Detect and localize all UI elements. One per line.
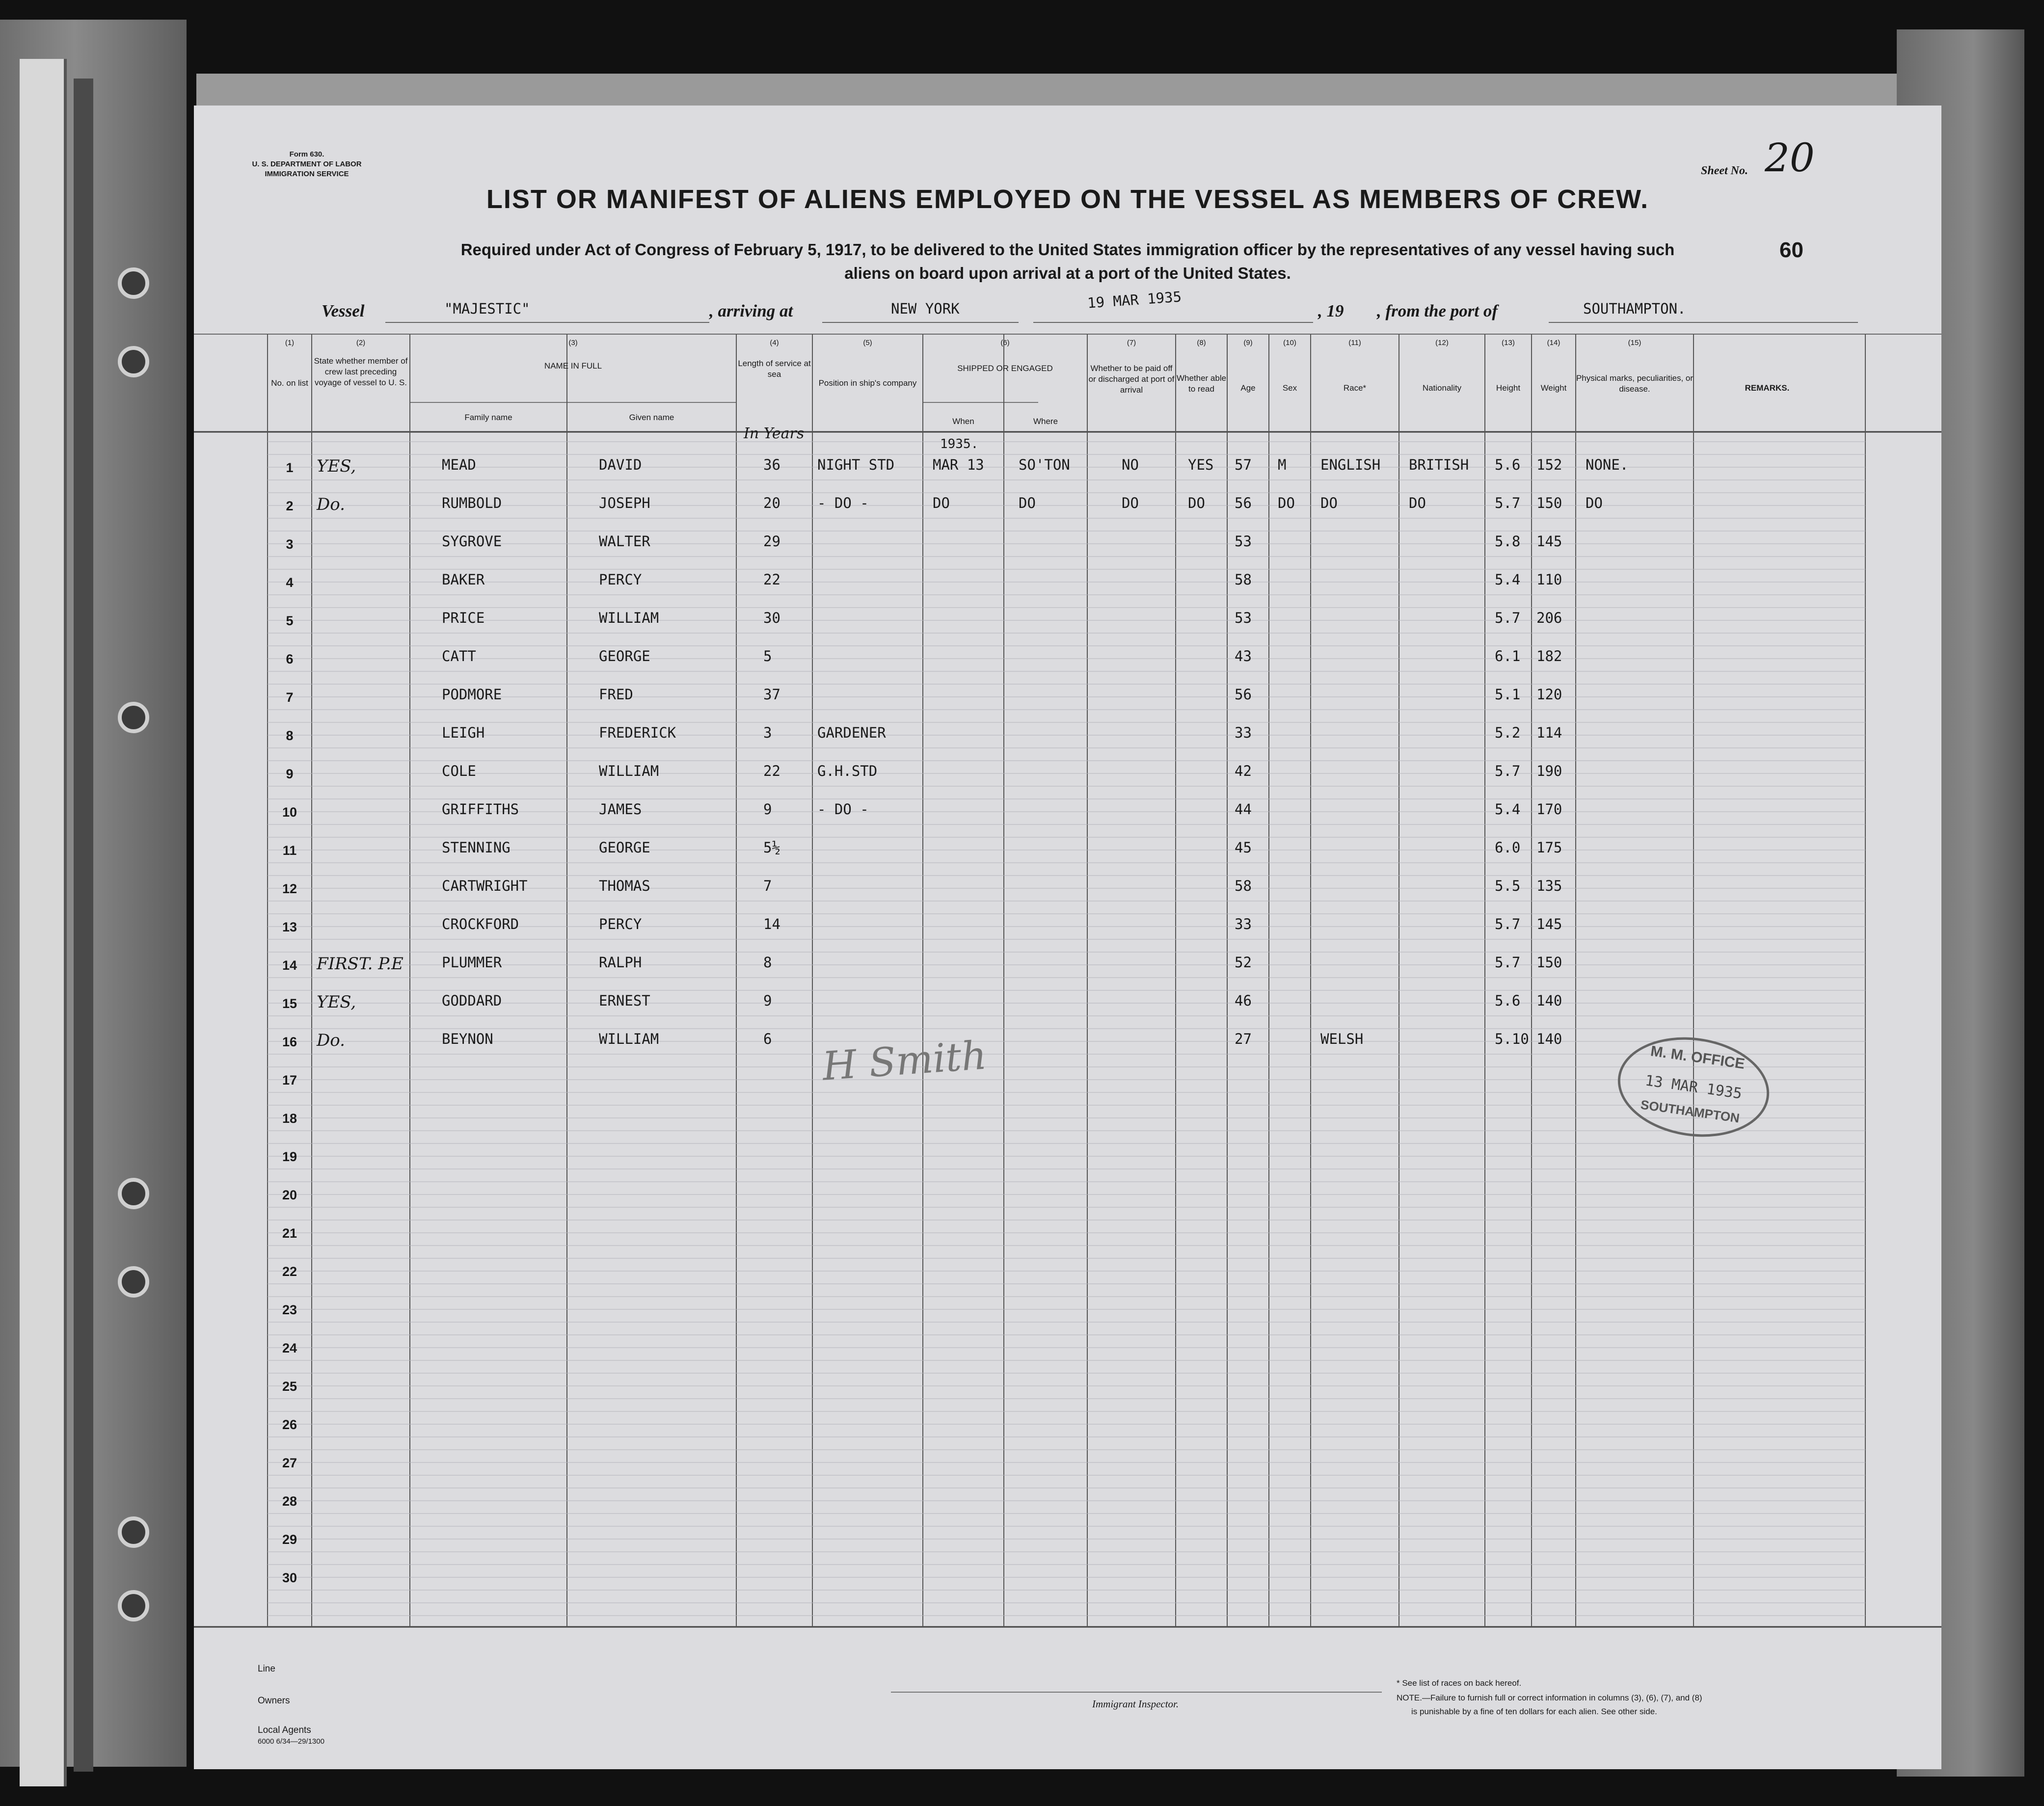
row-number: 29 — [282, 1532, 297, 1547]
given-name-cell: GEORGE — [599, 839, 650, 856]
inspector-rule — [891, 1692, 1382, 1693]
paid-off-cell: DO — [1122, 495, 1139, 511]
position-cell: - DO - — [817, 801, 869, 818]
family-name-cell: PLUMMER — [442, 954, 502, 971]
row-number: 22 — [282, 1264, 297, 1279]
family-name-cell: PRICE — [442, 610, 485, 626]
from-port: SOUTHAMPTON. — [1583, 300, 1686, 317]
position-cell: G.H.STD — [817, 763, 878, 779]
height-cell: 5.5 — [1495, 877, 1521, 894]
col-13-number: (13) — [1502, 339, 1515, 347]
weight-cell: 140 — [1536, 1031, 1562, 1047]
crew-table — [194, 334, 1941, 1659]
height-cell: 5.7 — [1495, 610, 1521, 626]
sex-cell: M — [1278, 456, 1287, 473]
col-7-number: (7) — [1127, 339, 1136, 347]
row-number: 23 — [282, 1302, 297, 1317]
nationality-cell: BRITISH — [1409, 456, 1469, 473]
service-length-cell: 22 — [763, 763, 780, 779]
weight-cell: 206 — [1536, 610, 1562, 626]
service-length-cell: 5 — [763, 648, 772, 664]
weight-cell: 135 — [1536, 877, 1562, 894]
row-number: 7 — [286, 690, 294, 705]
row-number: 20 — [282, 1188, 297, 1202]
footer-local-agents-label: Local Agents — [258, 1725, 311, 1735]
binder-hole-icon — [118, 1266, 149, 1298]
stamp-city: SOUTHAMPTON — [1640, 1097, 1741, 1126]
service-length-cell: 14 — [763, 916, 780, 932]
header-able-to-read: Whether able to read — [1176, 373, 1227, 394]
service-length-cell: 20 — [763, 495, 780, 511]
service-length-cell: 30 — [763, 610, 780, 626]
height-cell: 5.8 — [1495, 533, 1521, 550]
nationality-cell: DO — [1409, 495, 1426, 511]
age-cell: 53 — [1235, 533, 1252, 550]
header-position: Position in ship's company — [818, 378, 917, 388]
binder-spine — [74, 79, 93, 1772]
given-name-cell: RALPH — [599, 954, 642, 971]
sheet-label: Sheet No. — [1701, 164, 1748, 177]
footer-print-code: 6000 6/34—29/1300 — [258, 1737, 324, 1746]
arriving-label: , arriving at — [709, 301, 793, 320]
row-number: 12 — [282, 881, 297, 896]
col-9-number: (9) — [1243, 339, 1253, 347]
given-name-cell: GEORGE — [599, 648, 650, 664]
header-height: Height — [1496, 383, 1521, 393]
height-cell: 5.6 — [1495, 456, 1521, 473]
binder-hole-icon — [118, 346, 149, 377]
given-name-cell: WALTER — [599, 533, 650, 550]
row-number: 27 — [282, 1456, 297, 1470]
height-cell: 5.4 — [1495, 801, 1521, 818]
age-cell: 45 — [1235, 839, 1252, 856]
header-previous-voyage: State whether member of crew last preceding voyage of vessel to U. S. — [314, 356, 408, 387]
row-number: 3 — [286, 537, 294, 552]
page-title: LIST OR MANIFEST OF ALIENS EMPLOYED ON THE VESSEL AS MEMBERS OF CREW. — [486, 185, 1649, 214]
age-cell: 43 — [1235, 648, 1252, 664]
row-number: 17 — [282, 1073, 297, 1088]
given-name-cell: PERCY — [599, 571, 642, 588]
col-11-number: (11) — [1348, 339, 1361, 347]
year-label: , 19 — [1318, 301, 1344, 320]
given-name-cell: WILLIAM — [599, 1031, 659, 1047]
header-weight: Weight — [1540, 383, 1567, 393]
prev-voyage-cell: Do. — [317, 495, 345, 514]
age-cell: 56 — [1235, 495, 1252, 511]
row-number: 14 — [282, 958, 297, 973]
height-cell: 5.7 — [1495, 495, 1521, 511]
age-cell: 42 — [1235, 763, 1252, 779]
header-given-name: Given name — [629, 413, 674, 422]
footer-note-line-2: is punishable by a fine of ten dollars for each alien. See other side. — [1411, 1707, 1657, 1716]
given-name-cell: WILLIAM — [599, 610, 659, 626]
given-name-cell: FRED — [599, 686, 633, 703]
family-name-cell: BAKER — [442, 571, 485, 588]
row-number: 28 — [282, 1494, 297, 1509]
service-length-cell: 3 — [763, 724, 772, 741]
stamp-office: M. M. OFFICE — [1649, 1043, 1746, 1072]
given-name-cell: DAVID — [599, 456, 642, 473]
race-cell: ENGLISH — [1320, 456, 1381, 473]
weight-cell: 145 — [1536, 533, 1562, 550]
date-stamp: 19 MAR 1935 — [1087, 288, 1183, 312]
annotation-in-years: In Years — [744, 425, 805, 442]
given-name-cell: WILLIAM — [599, 763, 659, 779]
service-length-cell: 8 — [763, 954, 772, 971]
row-number: 5 — [286, 613, 294, 628]
age-cell: 33 — [1235, 916, 1252, 932]
vessel-label: Vessel — [322, 301, 365, 320]
header-nationality: Nationality — [1422, 383, 1462, 393]
annotation-year: 1935. — [940, 437, 979, 452]
department-name: U. S. DEPARTMENT OF LABOR — [252, 160, 362, 168]
header-physical-marks: Physical marks, peculiarities, or disease. — [1576, 373, 1694, 394]
family-name-cell: CATT — [442, 648, 476, 664]
footer-line-label: Line — [258, 1664, 275, 1674]
header-family-name: Family name — [464, 413, 512, 422]
service-length-cell: 22 — [763, 571, 780, 588]
weight-cell: 145 — [1536, 916, 1562, 932]
col-2-number: (2) — [356, 339, 366, 347]
height-cell: 5.7 — [1495, 916, 1521, 932]
age-cell: 57 — [1235, 456, 1252, 473]
row-number: 1 — [286, 460, 294, 475]
row-number: 8 — [286, 728, 294, 743]
row-number: 19 — [282, 1149, 297, 1164]
header-service-length: Length of service at sea — [738, 359, 811, 379]
col-8-number: (8) — [1197, 339, 1206, 347]
weight-cell: 140 — [1536, 992, 1562, 1009]
page-number: 60 — [1779, 238, 1803, 262]
binder-hole-icon — [118, 1590, 149, 1621]
prev-voyage-cell: FIRST. P.E — [317, 954, 403, 974]
given-name-cell: JOSEPH — [599, 495, 650, 511]
row-number: 10 — [282, 805, 297, 820]
sheet-number: 20 — [1765, 135, 1815, 181]
prev-voyage-cell: YES, — [317, 992, 356, 1012]
height-cell: 5.1 — [1495, 686, 1521, 703]
manifest-page — [194, 106, 1941, 1769]
family-name-cell: LEIGH — [442, 724, 485, 741]
footer-races-note: * See list of races on back hereof. — [1397, 1678, 1522, 1688]
service-length-cell: 5½ — [763, 839, 780, 856]
age-cell: 52 — [1235, 954, 1252, 971]
col-6-number: (6) — [1000, 339, 1010, 347]
binder-hole-icon — [118, 1516, 149, 1548]
row-number: 18 — [282, 1111, 297, 1126]
weight-cell: 114 — [1536, 724, 1562, 741]
weight-cell: 152 — [1536, 456, 1562, 473]
subtitle-line-2: aliens on board upon arrival at a port of the United States. — [844, 264, 1291, 282]
col-12-number: (12) — [1435, 339, 1449, 347]
position-cell: NIGHT STD — [817, 456, 895, 473]
row-number: 15 — [282, 996, 297, 1011]
age-cell: 56 — [1235, 686, 1252, 703]
weight-cell: 182 — [1536, 648, 1562, 664]
header-race: Race* — [1343, 383, 1367, 393]
family-name-cell: COLE — [442, 763, 476, 779]
height-cell: 6.1 — [1495, 648, 1521, 664]
age-cell: 58 — [1235, 571, 1252, 588]
given-name-cell: PERCY — [599, 916, 642, 932]
row-number: 16 — [282, 1035, 297, 1049]
height-cell: 5.4 — [1495, 571, 1521, 588]
position-cell: - DO - — [817, 495, 869, 511]
prev-voyage-cell: Do. — [317, 1031, 345, 1050]
inspector-signature: H Smith — [821, 1032, 988, 1089]
arriving-rule — [822, 322, 1019, 323]
col-1-number: (1) — [285, 339, 295, 347]
weight-cell: 110 — [1536, 571, 1562, 588]
given-name-cell: THOMAS — [599, 877, 650, 894]
col-3-number: (3) — [568, 339, 578, 347]
binder-hole-icon — [118, 267, 149, 299]
service-length-cell: 37 — [763, 686, 780, 703]
vessel-name: "MAJESTIC" — [444, 300, 530, 317]
height-cell: 6.0 — [1495, 839, 1521, 856]
height-cell: 5.7 — [1495, 954, 1521, 971]
header-age: Age — [1240, 383, 1256, 393]
footer-owners-label: Owners — [258, 1696, 290, 1706]
race-cell: WELSH — [1320, 1031, 1364, 1047]
header-sex: Sex — [1282, 383, 1297, 393]
family-name-cell: SYGROVE — [442, 533, 502, 550]
col-15-number: (15) — [1628, 339, 1641, 347]
sex-cell: DO — [1278, 495, 1295, 511]
physical-marks-cell: DO — [1586, 495, 1603, 511]
service-length-cell: 9 — [763, 992, 772, 1009]
age-cell: 44 — [1235, 801, 1252, 818]
family-name-cell: GRIFFITHS — [442, 801, 519, 818]
binder-edge — [20, 59, 67, 1786]
header-paid-off: Whether to be paid off or discharged at port of arrival — [1088, 364, 1175, 395]
service-length-cell: 6 — [763, 1031, 772, 1047]
family-name-cell: CROCKFORD — [442, 916, 519, 932]
family-name-cell: GODDARD — [442, 992, 502, 1009]
able-to-read-cell: YES — [1188, 456, 1214, 473]
height-cell: 5.2 — [1495, 724, 1521, 741]
shipped-when-cell: MAR 13 — [933, 456, 984, 473]
race-cell: DO — [1320, 495, 1338, 511]
position-cell: GARDENER — [817, 724, 886, 741]
weight-cell: 150 — [1536, 495, 1562, 511]
header-name-in-full: NAME IN FULL — [544, 361, 602, 371]
age-cell: 33 — [1235, 724, 1252, 741]
footer-note-line-1: NOTE.—Failure to furnish full or correct information in columns (3), (6), (7), and (8) — [1397, 1693, 1702, 1702]
stamp-date: 13 MAR 1935 — [1644, 1072, 1743, 1103]
col-4-number: (4) — [770, 339, 779, 347]
height-cell: 5.6 — [1495, 992, 1521, 1009]
age-cell: 46 — [1235, 992, 1252, 1009]
weight-cell: 170 — [1536, 801, 1562, 818]
weight-cell: 120 — [1536, 686, 1562, 703]
weight-cell: 190 — [1536, 763, 1562, 779]
shipped-where-cell: DO — [1019, 495, 1036, 511]
header-remarks: REMARKS. — [1745, 383, 1790, 393]
row-number: 24 — [282, 1341, 297, 1355]
binder-hole-icon — [118, 702, 149, 733]
form-identifier — [248, 150, 366, 179]
footer-inspector-label: Immigrant Inspector. — [1092, 1698, 1179, 1710]
shipped-where-cell: SO'TON — [1019, 456, 1070, 473]
family-name-cell: CARTWRIGHT — [442, 877, 528, 894]
given-name-cell: JAMES — [599, 801, 642, 818]
able-to-read-cell: DO — [1188, 495, 1205, 511]
given-name-cell: FREDERICK — [599, 724, 676, 741]
vessel-rule — [385, 322, 709, 323]
service-length-cell: 7 — [763, 877, 772, 894]
family-name-cell: PODMORE — [442, 686, 502, 703]
form-number: Form 630. — [289, 150, 324, 159]
col-14-number: (14) — [1547, 339, 1560, 347]
subtitle-line-1: Required under Act of Congress of February 5, 1917, to be delivered to the United States immigration officer by the representatives of any vessel having such — [460, 240, 1675, 259]
arriving-port: NEW YORK — [891, 300, 960, 317]
age-cell: 53 — [1235, 610, 1252, 626]
header-shipped-engaged: SHIPPED OR ENGAGED — [957, 364, 1053, 373]
weight-cell: 175 — [1536, 839, 1562, 856]
binder-hole-icon — [118, 1178, 149, 1209]
col-5-number: (5) — [863, 339, 872, 347]
height-cell: 5.10 — [1495, 1031, 1529, 1047]
row-number: 6 — [286, 652, 294, 666]
age-cell: 27 — [1235, 1031, 1252, 1047]
service-name: IMMIGRATION SERVICE — [265, 170, 349, 178]
date-rule — [1033, 322, 1313, 323]
vessel-info-line — [322, 288, 1941, 324]
height-cell: 5.7 — [1495, 763, 1521, 779]
row-number: 11 — [282, 843, 297, 858]
page-subtitle — [341, 238, 1794, 285]
row-number: 25 — [282, 1379, 297, 1394]
weight-cell: 150 — [1536, 954, 1562, 971]
row-number: 9 — [286, 767, 294, 781]
from-label: , from the port of — [1377, 301, 1498, 320]
service-length-cell: 9 — [763, 801, 772, 818]
col-10-number: (10) — [1283, 339, 1296, 347]
paid-off-cell: NO — [1122, 456, 1139, 473]
family-name-cell: RUMBOLD — [442, 495, 502, 511]
header-where: Where — [1033, 417, 1058, 426]
family-name-cell: BEYNON — [442, 1031, 493, 1047]
row-number: 2 — [286, 499, 294, 513]
service-length-cell: 36 — [763, 456, 780, 473]
from-rule — [1549, 322, 1858, 323]
row-number: 21 — [282, 1226, 297, 1241]
header-no-on-list: No. on list — [271, 378, 308, 388]
row-number: 4 — [286, 575, 294, 590]
prev-voyage-cell: YES, — [317, 456, 356, 476]
service-length-cell: 29 — [763, 533, 780, 550]
physical-marks-cell: NONE. — [1586, 456, 1629, 473]
row-number: 26 — [282, 1417, 297, 1432]
row-number: 13 — [282, 920, 297, 934]
given-name-cell: ERNEST — [599, 992, 650, 1009]
header-when: When — [952, 417, 974, 426]
row-number: 30 — [282, 1570, 297, 1585]
age-cell: 58 — [1235, 877, 1252, 894]
family-name-cell: MEAD — [442, 456, 476, 473]
family-name-cell: STENNING — [442, 839, 511, 856]
shipped-when-cell: DO — [933, 495, 950, 511]
